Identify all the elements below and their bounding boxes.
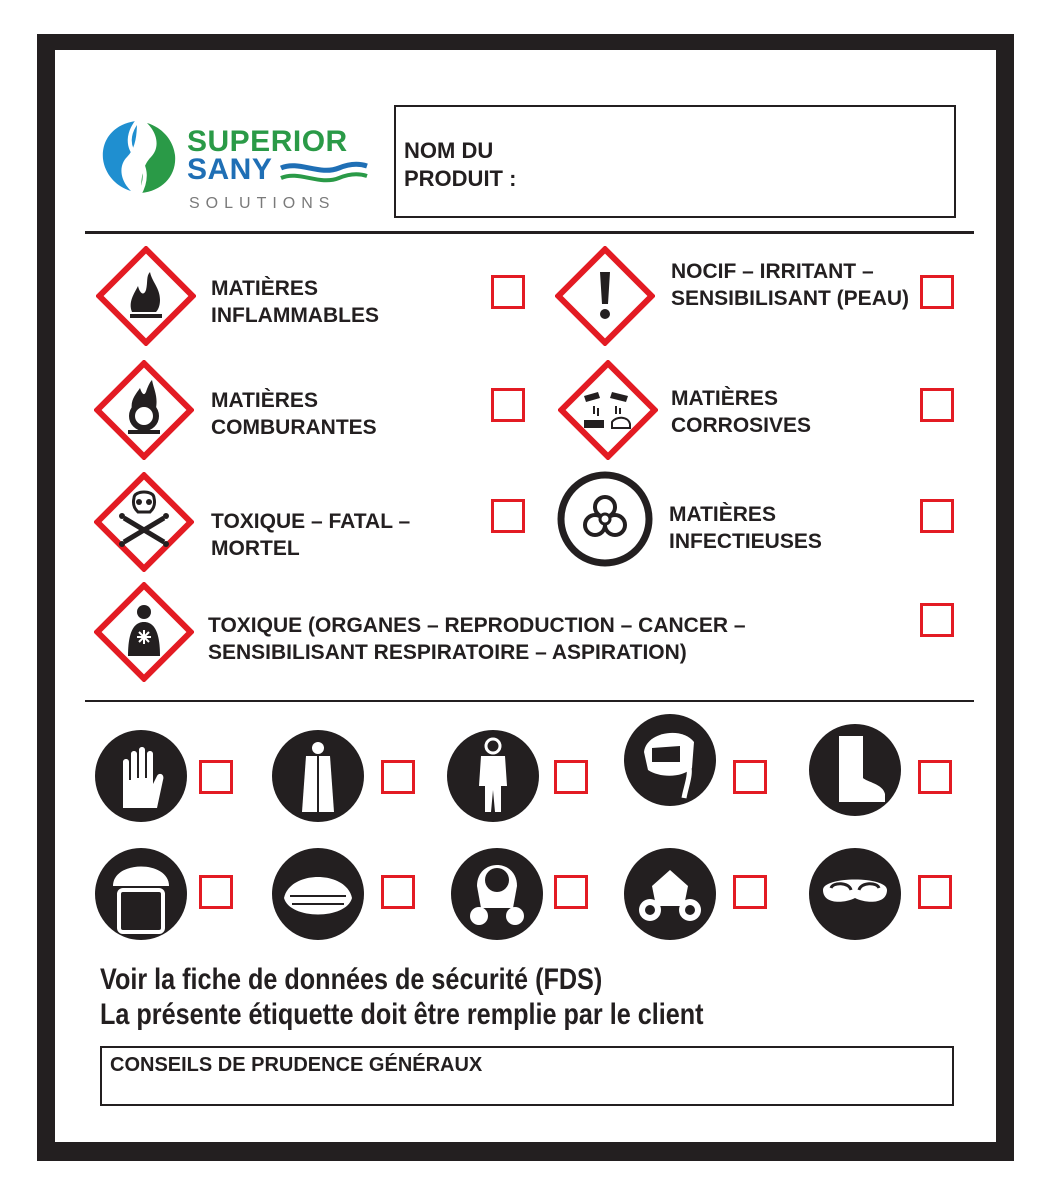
hazard-label-infectious: MATIÈRES INFECTIEUSES: [669, 503, 822, 553]
boots-icon: [807, 722, 903, 818]
checkbox-dust-mask[interactable]: [381, 875, 415, 909]
checkbox-oxidizing[interactable]: [491, 388, 525, 422]
biohazard-icon: [555, 469, 655, 569]
checkbox-goggles[interactable]: [918, 875, 952, 909]
full-face-respirator-icon: [449, 846, 545, 942]
checkbox-full-face[interactable]: [554, 875, 588, 909]
logo-word-superior: SUPERIOR: [187, 125, 348, 158]
company-logo: [97, 117, 369, 217]
precautionary-advice-label: CONSEILS DE PRUDENCE GÉNÉRAUX: [110, 1054, 483, 1076]
checkbox-infectious[interactable]: [920, 499, 954, 533]
checkbox-hood[interactable]: [733, 760, 767, 794]
logo-mark-icon: [97, 117, 181, 197]
protective-suit-icon: [445, 728, 541, 824]
checkbox-face-shield[interactable]: [199, 875, 233, 909]
dust-mask-icon: [270, 846, 366, 942]
checkbox-irritant[interactable]: [920, 275, 954, 309]
checkbox-corrosive[interactable]: [920, 388, 954, 422]
checkbox-health[interactable]: [920, 603, 954, 637]
logo-word-solutions: SOLUTIONS: [189, 195, 336, 212]
face-shield-icon: [93, 846, 189, 942]
hazard-label-irritant: NOCIF – IRRITANT – SENSIBILISANT (PEAU): [671, 260, 910, 310]
hazard-label-oxidizing: MATIÈRES COMBURANTES: [211, 389, 377, 439]
checkbox-half-mask[interactable]: [733, 875, 767, 909]
apron-icon: [270, 728, 366, 824]
gloves-icon: [93, 728, 189, 824]
product-name-field[interactable]: [394, 105, 956, 218]
sds-notice-line1: Voir la fiche de données de sécurité (FDS): [100, 963, 603, 996]
hazard-label-health: TOXIQUE (ORGANES – REPRODUCTION – CANCER – SENSIBILISANT RESPIRATOIRE – ASPIRATION): [208, 614, 746, 664]
safety-goggles-icon: [807, 846, 903, 942]
divider-middle: [85, 700, 974, 702]
flame-icon: [96, 246, 196, 346]
hazard-label-toxic: TOXIQUE – FATAL – MORTEL: [211, 510, 411, 560]
logo-word-sany: SANY: [187, 153, 273, 186]
checkbox-apron[interactable]: [381, 760, 415, 794]
corrosion-icon: [558, 360, 658, 460]
checkbox-toxic[interactable]: [491, 499, 525, 533]
divider-top: [85, 231, 974, 234]
half-mask-respirator-icon: [622, 846, 718, 942]
health-hazard-icon: [94, 582, 194, 682]
checkbox-gloves[interactable]: [199, 760, 233, 794]
sds-notice: [100, 962, 704, 1032]
hazard-label-corrosive: MATIÈRES CORROSIVES: [671, 387, 812, 437]
checkbox-suit[interactable]: [554, 760, 588, 794]
wave-icon: [279, 160, 369, 186]
checkbox-boots[interactable]: [918, 760, 952, 794]
exclamation-icon: [555, 246, 655, 346]
flame-over-circle-icon: [94, 360, 194, 460]
supplied-air-hood-icon: [622, 712, 718, 808]
hazard-label-flammable: MATIÈRES INFLAMMABLES: [211, 277, 379, 327]
precautionary-advice-field[interactable]: [100, 1046, 954, 1106]
product-name-label: NOM DU PRODUIT :: [404, 138, 517, 191]
sds-notice-line2: La présente étiquette doit être remplie par le client: [100, 998, 704, 1031]
skull-crossbones-icon: [94, 472, 194, 572]
checkbox-flammable[interactable]: [491, 275, 525, 309]
